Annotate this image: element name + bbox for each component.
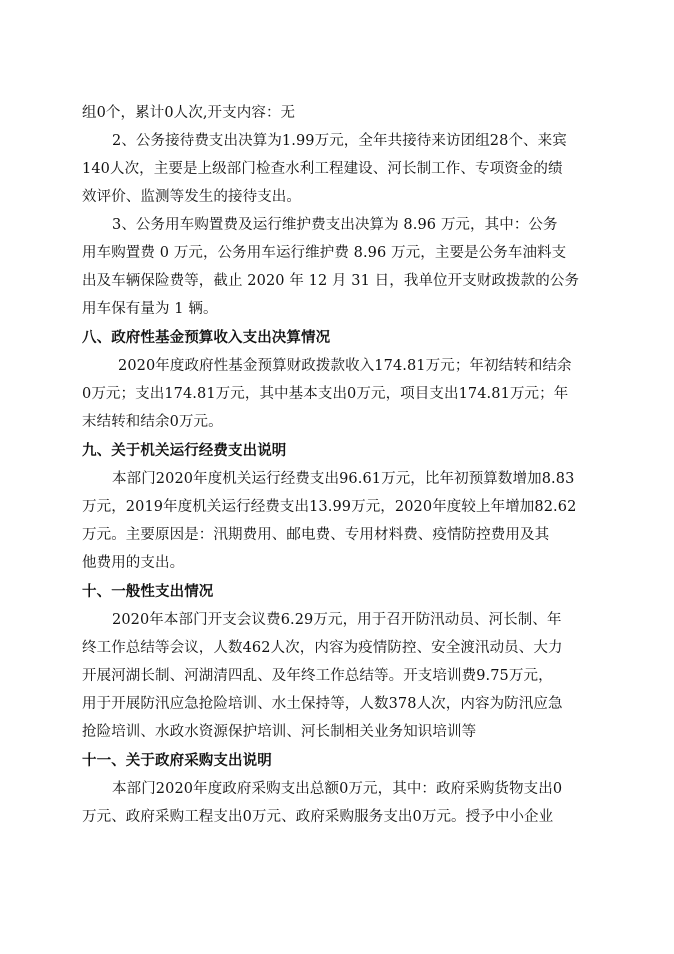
paragraph-line: 末结转和结余0万元。 bbox=[82, 414, 223, 430]
paragraph-line: 用车购置费 0 万元，公务用车运行维护费 8.96 万元，主要是公务车油料支 bbox=[82, 245, 567, 261]
paragraph-line: 效评价、监测等发生的接待支出。 bbox=[82, 189, 301, 205]
paragraph-line: 开展河湖长制、河湖清四乱、及年终工作总结等。开支培训费9.75万元， bbox=[82, 668, 553, 684]
section-heading: 九、关于机关运行经费支出说明 bbox=[82, 443, 287, 459]
paragraph-line: 万元。主要原因是：汛期费用、邮电费、专用材料费、疫情防控费用及其 bbox=[82, 527, 550, 543]
section-heading: 十一、关于政府采购支出说明 bbox=[82, 753, 272, 769]
paragraph-line: 2020年本部门开支会议费6.29万元，用于召开防汛动员、河长制、年 bbox=[112, 612, 562, 628]
paragraph-line: 2020年度政府性基金预算财政拨款收入174.81万元；年初结转和结余 bbox=[118, 358, 572, 374]
paragraph-line: 抢险培训、水政水资源保护培训、河长制相关业务知识培训等 bbox=[82, 724, 477, 740]
paragraph-line: 140人次，主要是上级部门检查水利工程建设、河长制工作、专项资金的绩 bbox=[82, 161, 563, 177]
section-heading: 十、一般性支出情况 bbox=[82, 584, 214, 600]
paragraph-line: 组0个，累计0人次,开支内容：无 bbox=[82, 105, 296, 121]
paragraph-line: 他费用的支出。 bbox=[82, 555, 185, 571]
paragraph-line: 2、公务接待费支出决算为1.99万元，全年共接待来访团组28个、来宾 bbox=[112, 133, 567, 149]
paragraph-line: 0万元；支出174.81万元，其中基本支出0万元，项目支出174.81万元；年 bbox=[82, 386, 569, 402]
paragraph-line: 万元、政府采购工程支出0万元、政府采购服务支出0万元。授予中小企业 bbox=[82, 809, 554, 825]
paragraph-line: 用于开展防汛应急抢险培训、水土保持等，人数378人次，内容为防汛应急 bbox=[82, 696, 563, 712]
paragraph-line: 万元，2019年度机关运行经费支出13.99万元，2020年度较上年增加82.62 bbox=[82, 499, 577, 515]
paragraph-line: 3、公务用车购置费及运行维护费支出决算为 8.96 万元，其中：公务 bbox=[112, 217, 558, 233]
paragraph-line: 本部门2020年度机关运行经费支出96.61万元，比年初预算数增加8.83 bbox=[112, 471, 575, 487]
paragraph-line: 终工作总结等会议，人数462人次，内容为疫情防控、安全渡汛动员、大力 bbox=[82, 640, 563, 656]
section-heading: 八、政府性基金预算收入支出决算情况 bbox=[82, 330, 331, 346]
paragraph-line: 本部门2020年度政府采购支出总额0万元，其中：政府采购货物支出0 bbox=[112, 781, 563, 797]
paragraph-line: 用车保有量为 1 辆。 bbox=[82, 301, 218, 317]
paragraph-line: 出及车辆保险费等，截止 2020 年 12 月 31 日，我单位开支财政拨款的公务 bbox=[82, 273, 580, 289]
